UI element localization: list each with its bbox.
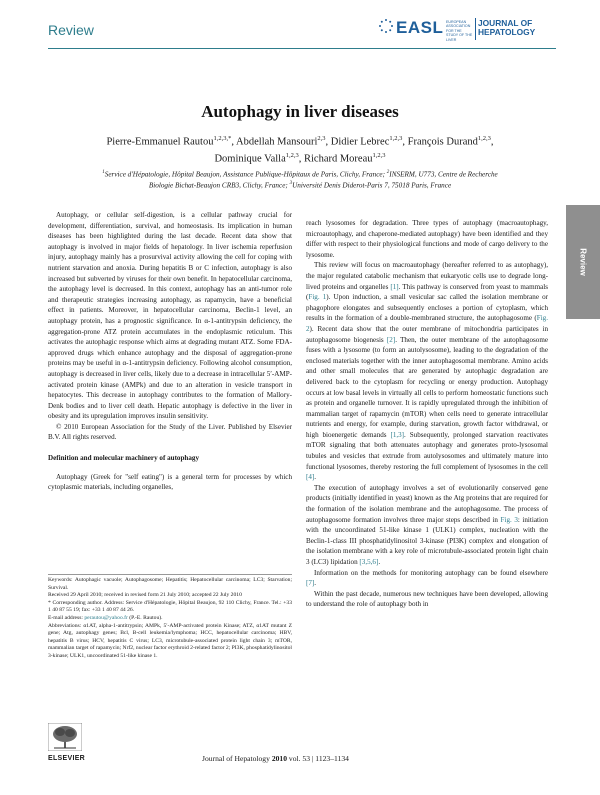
left-column (48, 210, 292, 493)
journal-year: 2010 (271, 754, 287, 763)
author-name: Dominique Valla (214, 153, 286, 164)
affil-text: Service d'Hépatologie, Hôpital Beaujon, Assistance Publique-Hôpitaux de Paris, Clichy, France; (104, 170, 385, 179)
body-text: ). Recent data show that the outer membrane of mitochondria participates in autophagosome biogenesis (306, 324, 548, 344)
affil-sup: 1 (102, 170, 105, 175)
journal-volume: vol. 53 | 1123–1134 (287, 754, 349, 763)
author-name: Pierre-Emmanuel Rautou (106, 136, 214, 148)
header-rule (48, 48, 556, 49)
body-text: This review will focus on macroautophagy (hereafter referred to as autophagy), the major regulated catabolic mechanism that eukaryotic cells use to degrade long-lived proteins and organelles (306, 261, 548, 291)
intro-paragraph: Autophagy (Greek for "self eating") is a general term for processes by which cytoplasmic materials, including organelles, (48, 472, 292, 492)
author-name: , Didier Lebrec (325, 136, 390, 148)
figure-link[interactable]: Fig. 2 (306, 314, 548, 333)
email-tail: (P.-E. Rautou). (127, 614, 163, 621)
easl-star-icon (378, 18, 394, 34)
body-paragraph: Within the past decade, numerous new techniques have been developed, allowing to understand the role of autophagy both in (306, 589, 548, 609)
affiliations (48, 168, 552, 191)
affil-text: Biologie Bichat-Beaujon CRB3, Clichy, France; (148, 181, 288, 190)
section-label: Review (48, 22, 94, 38)
body-text: . (378, 558, 381, 566)
section-heading: Definition and molecular machinery of autophagy (48, 454, 200, 463)
author-affil-sup: 1,2,3 (477, 135, 491, 142)
article-title: Autophagy in liver diseases (201, 102, 399, 121)
body-text: : initiation with the uncoordinated 51-like kinase 1 (ULK1) complex, nucleation with the Beclin-1-class III phosphatidylinositol 3-kinase (PI3K) complex and elongation of the isolation membrane with a key role of microtubule-associated protein light chain 3 (LC3) lipidation (306, 515, 549, 566)
email-link[interactable]: perautou@yahoo.fr (84, 614, 128, 621)
corresponding-author: * Corresponding author. Address: Service d'Hépatologie, Hôpital Beaujon, 92 110 Clichy, France. Tel.: +33 1 40 87 55 19; fax: +33 1 40 87 44 26. (48, 599, 292, 614)
author-name: , Abdellah Mansouri (231, 136, 318, 148)
citation-link[interactable]: [2] (386, 335, 396, 344)
affil-text: INSERM, U773, Centre de Recherche (389, 170, 498, 179)
keywords: Keywords: Autophagic vacuole; Autophagosome; Hepatitis; Hepatocellular carcinoma; LC3; Starvation; Survival. (48, 577, 292, 591)
journal-footer (202, 754, 349, 763)
author-affil-sup: 2,3 (317, 135, 326, 142)
body-text: ). Upon induction, a small vesicular sac called the isolation membrane or phagophore elongates and subsequently encloses a portion of cytoplasm, which results in the formation of a double-membraned structure, the autophagosome ( (306, 293, 548, 323)
journal-logo-text: JOURNAL OF HEPATOLOGY (478, 18, 536, 38)
body-text: The execution of autophagy involves a set of evolutionarily conserved gene products (initially identified in yeast) known as the Atg proteins that are required for the formation of the isolation membrane and the autophagosome. The process of autophagosome formation involves three major steps described in (306, 483, 548, 524)
citation-link[interactable]: [1,3] (390, 430, 405, 439)
author-name: , François Durand (402, 136, 478, 148)
author-list (40, 132, 560, 165)
side-tab-label-wrap (566, 205, 600, 319)
affil-sup: 3 (289, 181, 293, 187)
body-paragraph (306, 260, 548, 482)
abstract-text: Autophagy, or cellular self-digestion, is a cellular pathway crucial for development, differentiation, survival, and homeostasis. Its implication in human diseases has been highlighted during the last decade. Recent data show that autophagy is involved in major fields of hepatology. In liver ischemia reperfusion injury, autophagy mainly has a prosurvival activity allowing the cell for coping with nutrient starvation and anoxia. During hepatitis B or C infection, autophagy is also increased but subverted by viruses for their own benefit. In hepatocellular carcinoma, the autophagy level is decreased. In this context, autophagy has an anti-tumor role and therapeutic strategies increasing autophagy, as rapamycin, have a beneficial effect in patients. Moreover, in hepatocellular carcinoma, Beclin-1 level, an autophagy protein, has a prognostic significance. In α-1-antitrypsin deficiency, the aggregation-prone ATZ protein accumulates in the endoplasmic reticulum. This activates the autophagic response which aims at degrading mutant ATZ. Some FDA-approved drugs which enhance autophagy and the disposal of aggregation-prone proteins may be useful in α-1-antitrypsin deficiency. Following alcohol consumption, autophagy is decreased in liver cells, likely due to a decrease in intracellular 5′-AMP-activated protein kinase (AMPk) and due to an alteration in vesicle transport in hepatocytes. This decrease in autophagy contributes to the formation of Mallory-Denk bodies and to liver cell death. Hepatic autophagy is defective in the liver in obesity and its upregulation improves insulin sensitivity. (48, 211, 292, 421)
logo-divider (475, 18, 476, 40)
email-line (48, 615, 292, 623)
body-paragraph (306, 568, 548, 589)
right-column (306, 218, 548, 610)
author-name: , Richard Moreau (298, 153, 373, 164)
author-affil-sup: 1,2,3 (372, 151, 386, 159)
body-paragraph: reach lysosomes for degradation. Three types of autophagy (macroautophagy, microautophagy, and chaperone-mediated autophagy) have been identified and they differ with respect to their physiological functions and mode of cargo delivery to the lysosome. (306, 219, 548, 259)
affil-text: Université Denis Diderot-Paris 7, 75018 Paris, France (292, 181, 452, 190)
easl-association-text: EUROPEAN ASSOCIATION FOR THE STUDY OF THE LIVER (446, 20, 473, 42)
figure-link[interactable]: Fig. 3 (500, 515, 518, 524)
publisher-name: ELSEVIER (48, 755, 86, 762)
body-text: Information on the methods for monitoring autophagy can be found elsewhere (314, 568, 548, 577)
affil-sup: 2 (386, 170, 390, 175)
citation-link[interactable]: [3,5,6] (359, 558, 379, 566)
body-text: . This pathway is conserved from yeast to mammals ( (306, 282, 548, 302)
side-tab-label: Review (578, 248, 588, 276)
citation-link[interactable]: [4] (306, 473, 315, 482)
footnote-rule (48, 574, 292, 575)
abbreviations: Abbreviations: α1AT, alpha-1-antitrypsin; AMPk, 5′-AMP-activated protein Kinase; ATZ, α1AT mutant Z gene; Atg, autophagy genes; Bcl, B-cell leukemia/lymphoma; HCC, hepatocellular carcinoma; HBV, hepatitis B virus; HCV, hepatitis C virus; LC3, microtubule-associated protein light chain 3; mTOR, mammalian target of rapamycin; Nrf2, nuclear factor erythroid 2-related factor 2; PI3K, phosphatidylinositol 3-kinase; ULK1, uncoordinated 51-like kinase 1. (48, 622, 292, 659)
citation-link[interactable]: [7] (306, 579, 315, 588)
body-paragraph (306, 483, 548, 568)
citation-link[interactable]: [1] (390, 282, 399, 291)
author-affil-sup: 1,2,3 (389, 135, 403, 142)
easl-logo-text: EASL (396, 18, 444, 37)
received-dates: Received 29 April 2010; received in revised form 21 July 2010; accepted 22 July 2010 (48, 592, 242, 599)
author-affil-sup: 1,2,3,* (213, 135, 232, 142)
elsevier-tree-icon (48, 723, 82, 751)
footnotes (48, 577, 292, 661)
journal-name: Journal of Hepatology (202, 754, 272, 763)
copyright-text: © 2010 European Association for the Study of the Liver. Published by Elsevier B.V. All rights reserved. (48, 422, 292, 442)
body-text: . Then, the outer membrane of the autophagosome fuses with a lysosome (to form an autolysosome), leading to the degradation of the enclosed materials together with the inner autophagosomal membrane. Amino acids and other small molecules that are generated by autophagic degradation are delivered back to the cytoplasm for recycling or energy production. Autophagy occurs at low basal levels in virtually all cells to perform homeostatic functions such as protein and organelle turnover. It is rapidly upregulated through the inhibition of mammalian target of rapamycin (mTOR) when cells need to generate intracellular nutrients and energy, for example, during starvation, growth factor withdrawal, or high bioenergetic demands (306, 335, 548, 439)
author-affil-sup: 1,2,3 (285, 151, 299, 159)
body-text: . Subsequently, prolonged starvation reactivates mTOR signaling that both attenuates autophagy and generates proto-lysosomal tubules and vesicles that extrude from autolysosomes and ultimately mature into functional lysosomes, thereby restoring the full complement of lysosomes in the cell (306, 430, 549, 471)
author-separator: , (490, 136, 494, 148)
body-text: . (314, 579, 317, 588)
figure-link[interactable]: Fig. 1 (308, 293, 327, 302)
email-label: E-mail address: (48, 614, 85, 621)
body-text: . (314, 473, 317, 482)
